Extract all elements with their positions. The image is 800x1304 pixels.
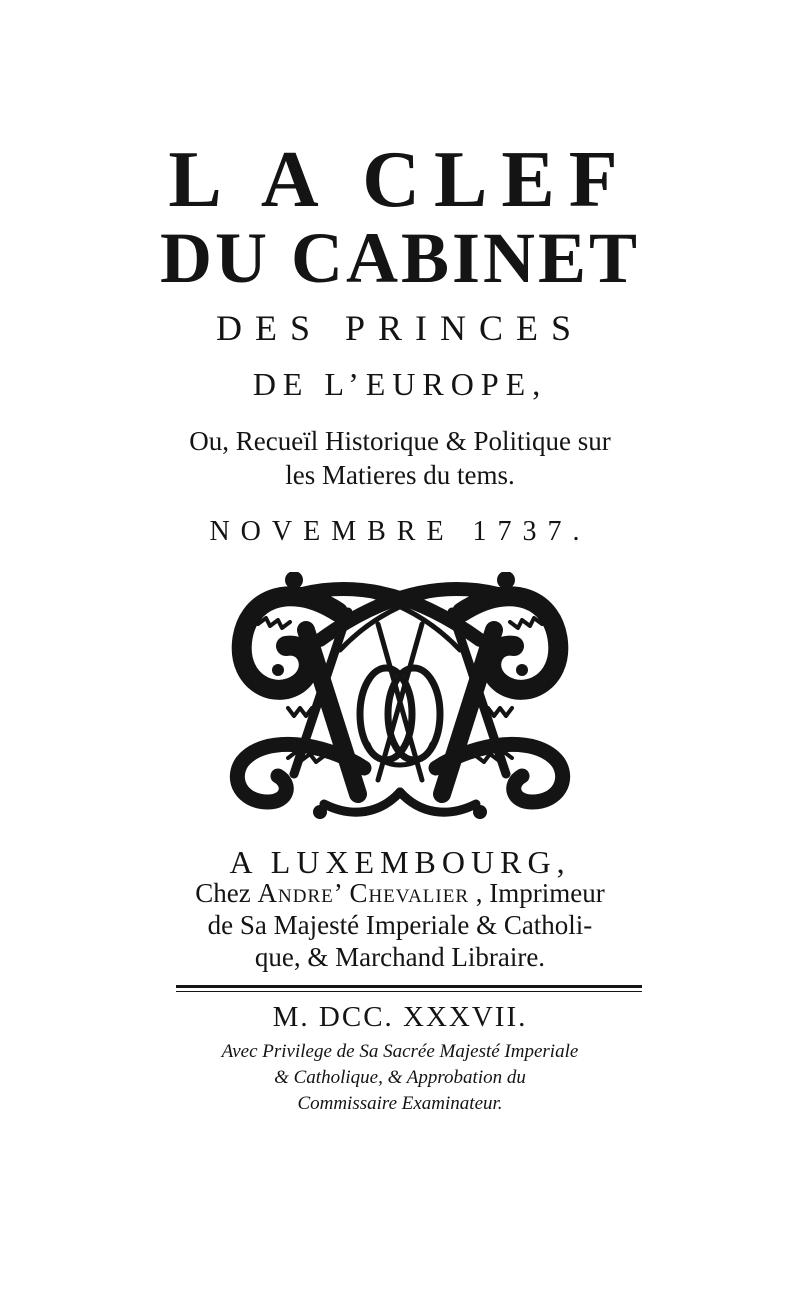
subtitle-line-1: DES PRINCES [215, 308, 585, 348]
date-line: NOVEMBRE 1737. [209, 516, 591, 547]
description-line-2: les Matieres du tems. [285, 460, 515, 490]
imprint-line-2: de Sa Majesté Imperiale & Catholi- [207, 910, 593, 940]
privilege-line-1: Avec Privilege de Sa Sacrée Majesté Imperiale [221, 1041, 579, 1062]
privilege-line-2: & Catholique, & Approbation du [274, 1067, 526, 1088]
imprint-line-1 [0, 880, 800, 907]
imprint-suffix: , Imprimeur [475, 878, 605, 908]
title-line-1: L A CLEF [168, 136, 632, 224]
imprint-place: A LUXEMBOURG, [229, 844, 571, 880]
description-line-1: Ou, Recueïl Historique & Politique sur [189, 426, 611, 456]
title-line-2: DU CABINET [159, 218, 641, 298]
subtitle-line-2: DE L’EUROPE, [252, 366, 548, 402]
imprint-prefix: Chez [195, 878, 251, 908]
monogram-ornament-icon [228, 572, 572, 832]
publication-year: M. DCC. XXXVII. [272, 1001, 528, 1033]
imprint-line-3: que, & Marchand Libraire. [254, 942, 546, 972]
divider-rule-thin [176, 991, 642, 992]
printer-name: Andre’ Chevalier [257, 878, 469, 908]
privilege-line-3: Commissaire Examinateur. [297, 1093, 503, 1114]
divider-rule [176, 985, 642, 988]
